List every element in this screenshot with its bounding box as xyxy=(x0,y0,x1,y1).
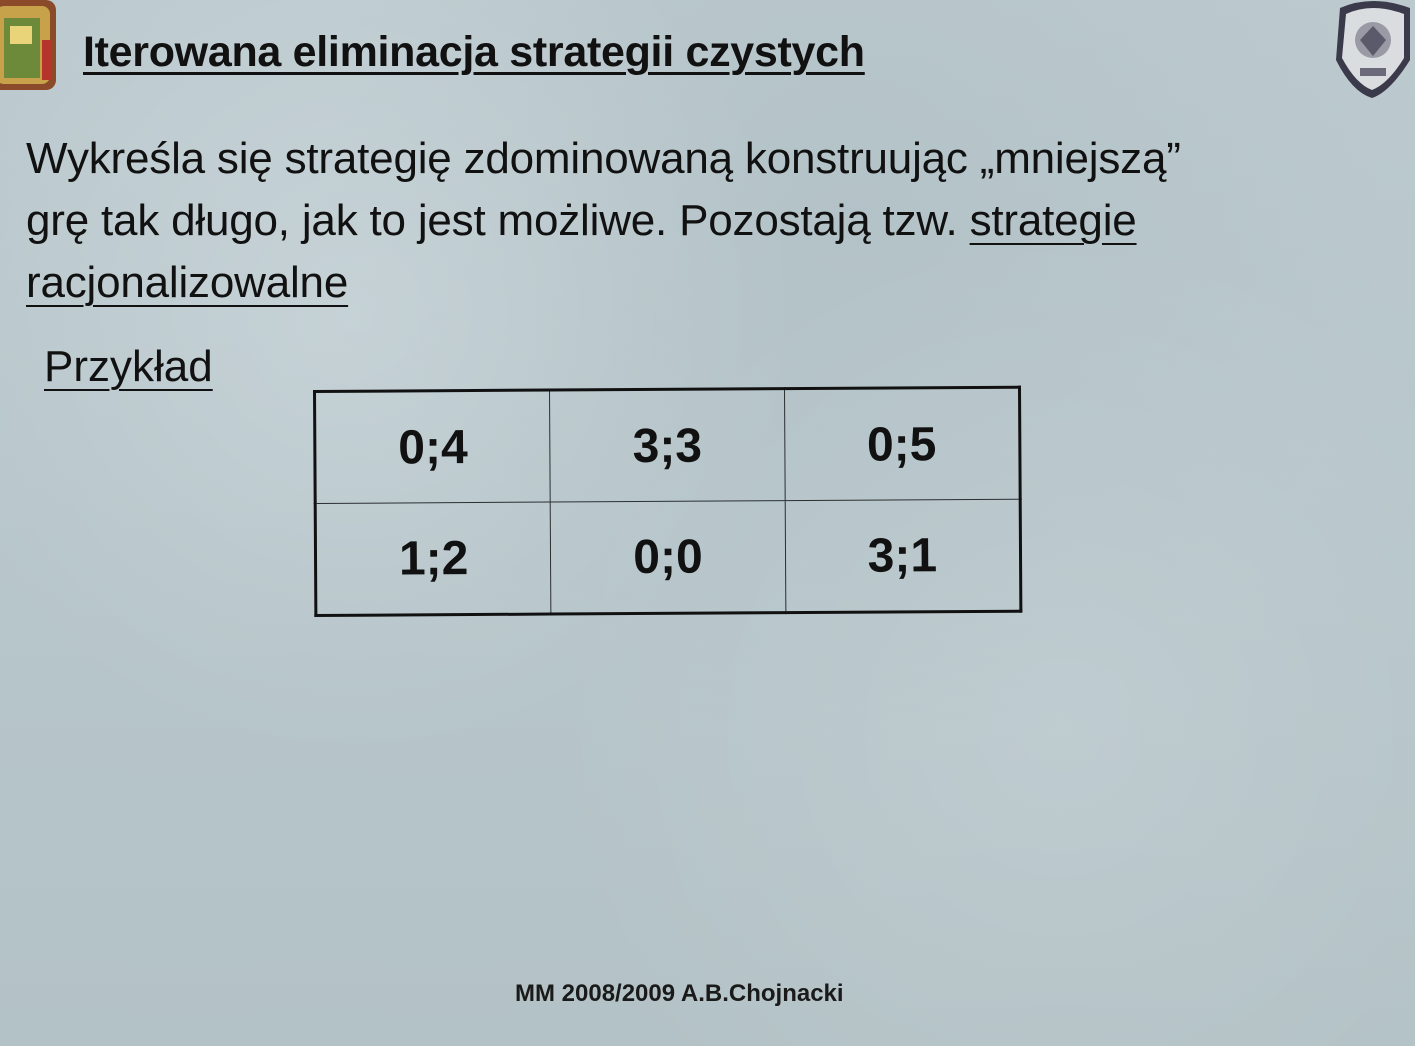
table-cell: 1;2 xyxy=(315,502,551,615)
table-cell: 3;1 xyxy=(785,499,1021,612)
body-line-2-text: grę tak długo, jak to jest możliwe. Pozostają tzw. xyxy=(26,196,970,245)
payoff-matrix xyxy=(313,386,1022,617)
body-line-3 xyxy=(26,252,1366,314)
university-crest-icon xyxy=(0,0,56,90)
body-line-1: Wykreśla się strategię zdominowaną konstruując „mniejszą” xyxy=(26,134,1181,183)
table-row xyxy=(315,387,1021,503)
table-cell: 0;0 xyxy=(551,501,786,614)
slide-title: Iterowana eliminacja strategii czystych xyxy=(83,28,865,76)
table-cell: 3;3 xyxy=(550,389,785,502)
table-cell: 0;5 xyxy=(784,387,1020,500)
term-racjonalizowalne: racjonalizowalne xyxy=(26,258,349,307)
eagle-emblem-icon xyxy=(1330,0,1415,100)
table-cell: 0;4 xyxy=(315,390,551,503)
example-label: Przykład xyxy=(44,342,213,391)
body-line-2 xyxy=(26,190,1366,252)
term-strategie: strategie xyxy=(969,196,1137,245)
slide-body xyxy=(26,128,1366,314)
slide-footer: MM 2008/2009 A.B.Chojnacki xyxy=(515,980,844,1007)
table-row xyxy=(315,499,1021,615)
